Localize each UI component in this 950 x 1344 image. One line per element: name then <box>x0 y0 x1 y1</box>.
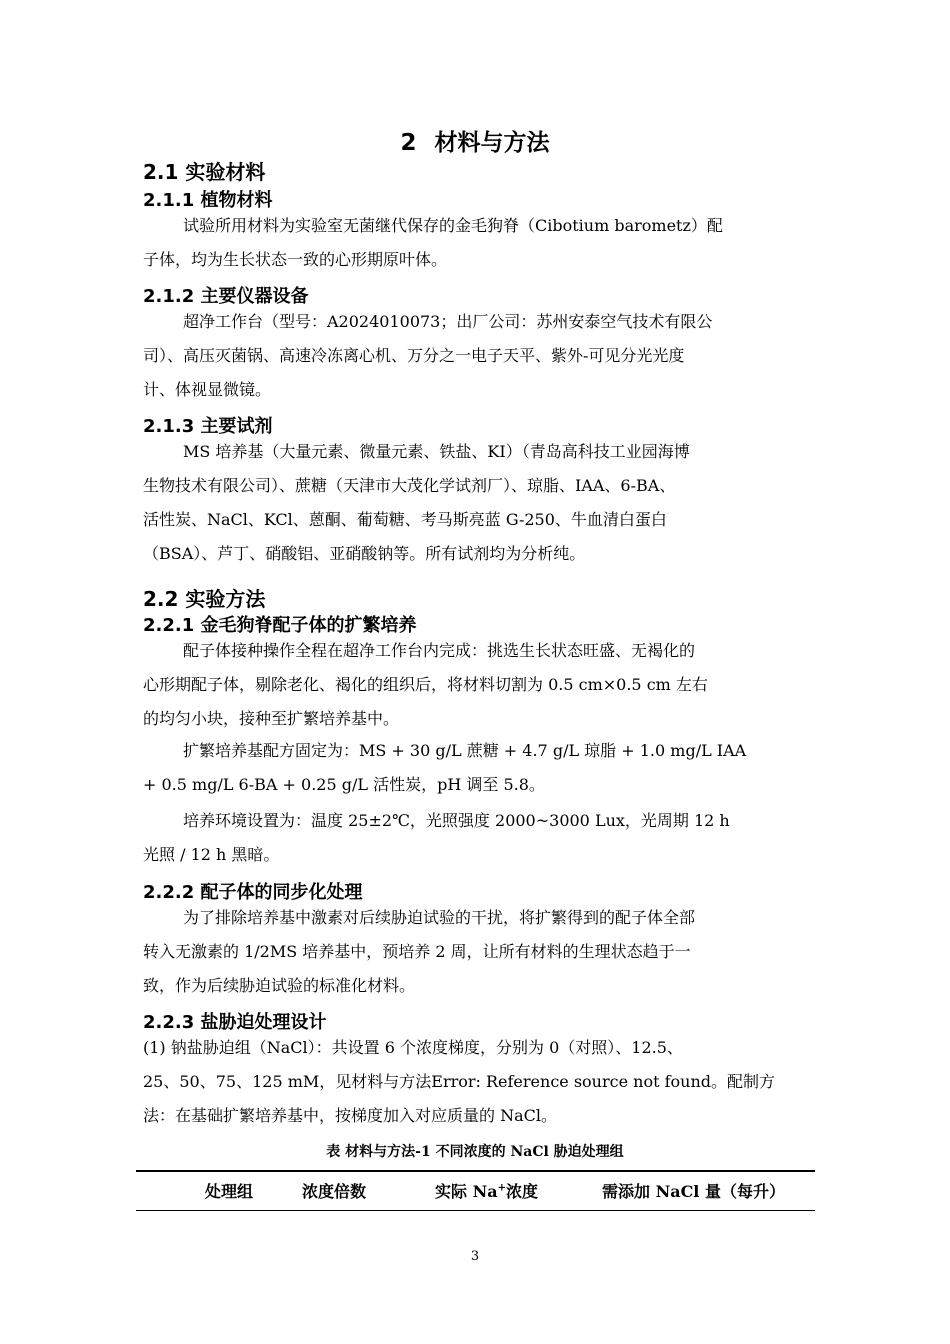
na-label: 实际 Na <box>435 1182 498 1201</box>
section-2-2-2-heading: 2.2.2 配子体的同步化处理 <box>143 882 363 903</box>
table-header-group: 处理组 <box>205 1182 254 1201</box>
text-line: MS 培养基（大量元素、微量元素、铁盐、KI）（青岛高科技工业园海博 <box>183 442 690 461</box>
text-line: 计、体视显微镜。 <box>143 380 272 399</box>
section-2-1-heading: 2.1 实验材料 <box>143 160 266 184</box>
table-caption: 表 材料与方法-1 不同浓度的 NaCl 胁迫处理组 <box>326 1144 624 1160</box>
text-line: 生物技术有限公司）、蔗糖（天津市大茂化学试剂厂）、琼脂、IAA、6-BA、 <box>143 476 676 495</box>
text-line: 的均匀小块，接种至扩繁培养基中。 <box>143 709 400 728</box>
table-header-na-concentration <box>435 1179 538 1202</box>
text-line: 转入无激素的 1/2MS 培养基中，预培养 2 周，让所有材料的生理状态趋于一 <box>143 942 691 961</box>
chapter-name: 材料与方法 <box>434 130 550 156</box>
text-line: (1) 钠盐胁迫组（NaCl）：共设置 6 个浓度梯度，分别为 0（对照）、12.5、 <box>143 1038 683 1057</box>
section-2-2-3-heading: 2.2.3 盐胁迫处理设计 <box>143 1012 327 1033</box>
text-line: 活性炭、NaCl、KCl、蒽酮、葡萄糖、考马斯亮蓝 G-250、牛血清白蛋白 <box>143 510 667 529</box>
table-header-rule <box>136 1210 815 1211</box>
table-top-rule <box>136 1170 815 1172</box>
section-2-1-1-heading: 2.1.1 植物材料 <box>143 190 273 211</box>
table-header-nacl-amount: 需添加 NaCl 量（每升） <box>602 1182 785 1201</box>
text-line: 超净工作台（型号：A2024010073；出厂公司：苏州安泰空气技术有限公 <box>183 312 713 331</box>
section-2-1-2-heading: 2.1.2 主要仪器设备 <box>143 286 309 307</box>
text-line: 25、50、75、125 mM，见材料与方法Error: Reference source not found。配制方 <box>143 1072 776 1091</box>
text-line: 心形期配子体，剔除老化、褐化的组织后，将材料切割为 0.5 cm×0.5 cm 左右 <box>143 675 708 694</box>
table-header-multiple: 浓度倍数 <box>302 1182 367 1201</box>
text-line: 配子体接种操作全程在超净工作台内完成：挑选生长状态旺盛、无褐化的 <box>183 641 696 660</box>
chapter-number: 2 <box>400 130 417 156</box>
text-line: 为了排除培养基中激素对后续胁迫试验的干扰，将扩繁得到的配子体全部 <box>183 908 696 927</box>
na-suffix: 浓度 <box>505 1182 538 1201</box>
text-line: 司）、高压灭菌锅、高速冷冻离心机、万分之一电子天平、紫外-可见分光光度 <box>143 346 685 365</box>
text-line: （BSA）、芦丁、硝酸铝、亚硝酸钠等。所有试剂均为分析纯。 <box>143 544 586 563</box>
text-line: + 0.5 mg/L 6-BA + 0.25 g/L 活性炭，pH 调至 5.8。 <box>143 775 545 794</box>
text-line: 光照 / 12 h 黑暗。 <box>143 845 280 864</box>
section-2-2-1-heading: 2.2.1 金毛狗脊配子体的扩繁培养 <box>143 615 417 636</box>
chapter-title <box>0 124 950 157</box>
text-line: 子体，均为生长状态一致的心形期原叶体。 <box>143 250 448 269</box>
text-line: 试验所用材料为实验室无菌继代保存的金毛狗脊（Cibotium barometz）配 <box>183 216 723 235</box>
section-2-1-3-heading: 2.1.3 主要试剂 <box>143 416 273 437</box>
text-line: 培养环境设置为：温度 25±2℃，光照强度 2000~3000 Lux，光周期 12 h <box>183 811 730 830</box>
text-line: 扩繁培养基配方固定为：MS + 30 g/L 蔗糖 + 4.7 g/L 琼脂 + 1.0 mg/L IAA <box>183 741 747 760</box>
na-charge: + <box>497 1182 506 1194</box>
text-line: 法：在基础扩繁培养基中，按梯度加入对应质量的 NaCl。 <box>143 1106 557 1125</box>
section-2-2-heading: 2.2 实验方法 <box>143 587 266 611</box>
page-number: 3 <box>470 1249 480 1264</box>
text-line: 致，作为后续胁迫试验的标准化材料。 <box>143 976 416 995</box>
